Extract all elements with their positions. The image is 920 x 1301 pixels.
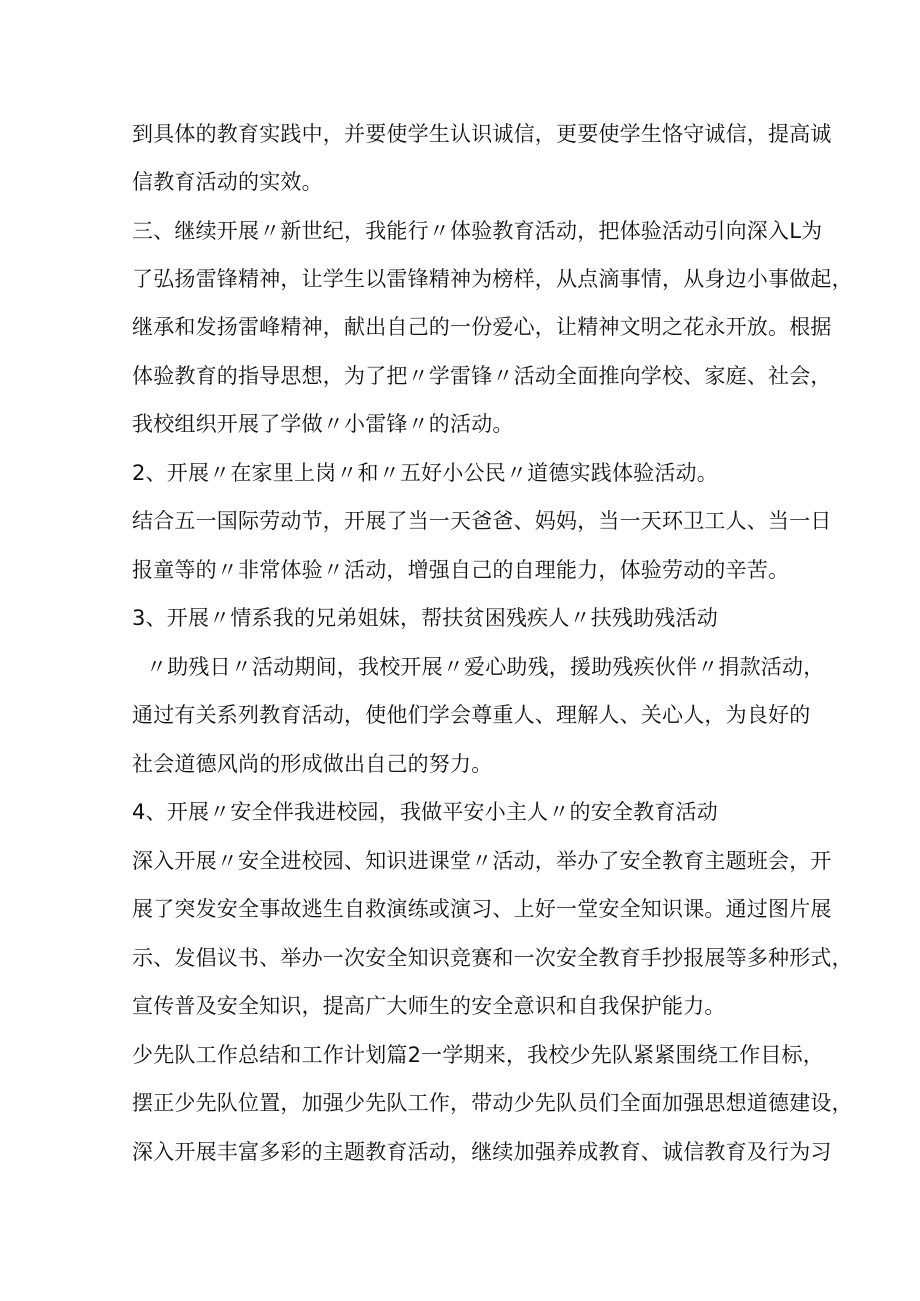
text-line: 了弘扬雷锋精神，让学生以雷锋精神为榜样，从点滴事情，从身边小事做起， bbox=[132, 267, 853, 291]
text-line: 结合五一国际劳动节，开展了当一天爸爸、妈妈，当一天环卫工人、当一日 bbox=[132, 509, 832, 533]
text-line: 深入开展〃安全进校园、知识进课堂〃活动，举办了安全教育主题班会，开 bbox=[132, 849, 832, 873]
text-line: 到具体的教育实践中，并要使学生认识诚信，更要使学生恪守诚信，提高诚 bbox=[132, 122, 832, 146]
text-line: 少先队工作总结和工作计划篇2一学期来，我校少先队紧紧围绕工作目标， bbox=[132, 1043, 824, 1067]
text-line: 深入开展丰富多彩的主题教育活动，继续加强养成教育、诚信教育及行为习 bbox=[132, 1140, 832, 1164]
text-line: 通过有关系列教育活动，使他们学会尊重人、理解人、关心人，为良好的 bbox=[132, 703, 811, 727]
text-line: 展了突发安全事故逃生自救演练或演习、上好一堂安全知识课。通过图片展 bbox=[132, 897, 832, 921]
text-line: 3、开展〃情系我的兄弟姐妹，帮扶贫困残疾人〃扶残助残活动 bbox=[132, 606, 718, 630]
text-line: 2、开展〃在家里上岗〃和〃五好小公民〃道德实践体验活动。 bbox=[132, 461, 718, 485]
text-line: 体验教育的指导思想，为了把〃学雷锋〃活动全面推向学校、家庭、社会， bbox=[132, 364, 832, 388]
text-line: 〃助残日〃活动期间，我校开展〃爱心助残，援助残疾伙伴〃捐款活动， bbox=[146, 655, 825, 679]
text-line: 4、开展〃安全伴我进校园，我做平安小主人〃的安全教育活动 bbox=[132, 800, 718, 824]
text-line: 摆正少先队位置，加强少先队工作，带动少先队员们全面加强思想道德建设， bbox=[132, 1091, 853, 1115]
text-line: 宣传普及安全知识，提高广大师生的安全意识和自我保护能力。 bbox=[132, 994, 726, 1018]
text-line: 报童等的〃非常体验〃活动，增强自己的自理能力，体验劳动的辛苦。 bbox=[132, 558, 790, 582]
text-line: 社会道德风尚的形成做出自己的努力。 bbox=[132, 752, 493, 776]
text-line: 信教育活动的实效。 bbox=[132, 170, 323, 194]
text-line: 示、发倡议书、举办一次安全知识竞赛和一次安全教育手抄报展等多种形式， bbox=[132, 946, 853, 970]
text-line: 我校组织开展了学做〃小雷锋〃的活动。 bbox=[132, 412, 514, 436]
text-line: 三、继续开展〃新世纪，我能行〃体验教育活动，把体验活动引向深入L为 bbox=[132, 219, 823, 243]
text-line: 继承和发扬雷峰精神，献出自己的一份爱心，让精神文明之花永开放。根据 bbox=[132, 315, 832, 339]
